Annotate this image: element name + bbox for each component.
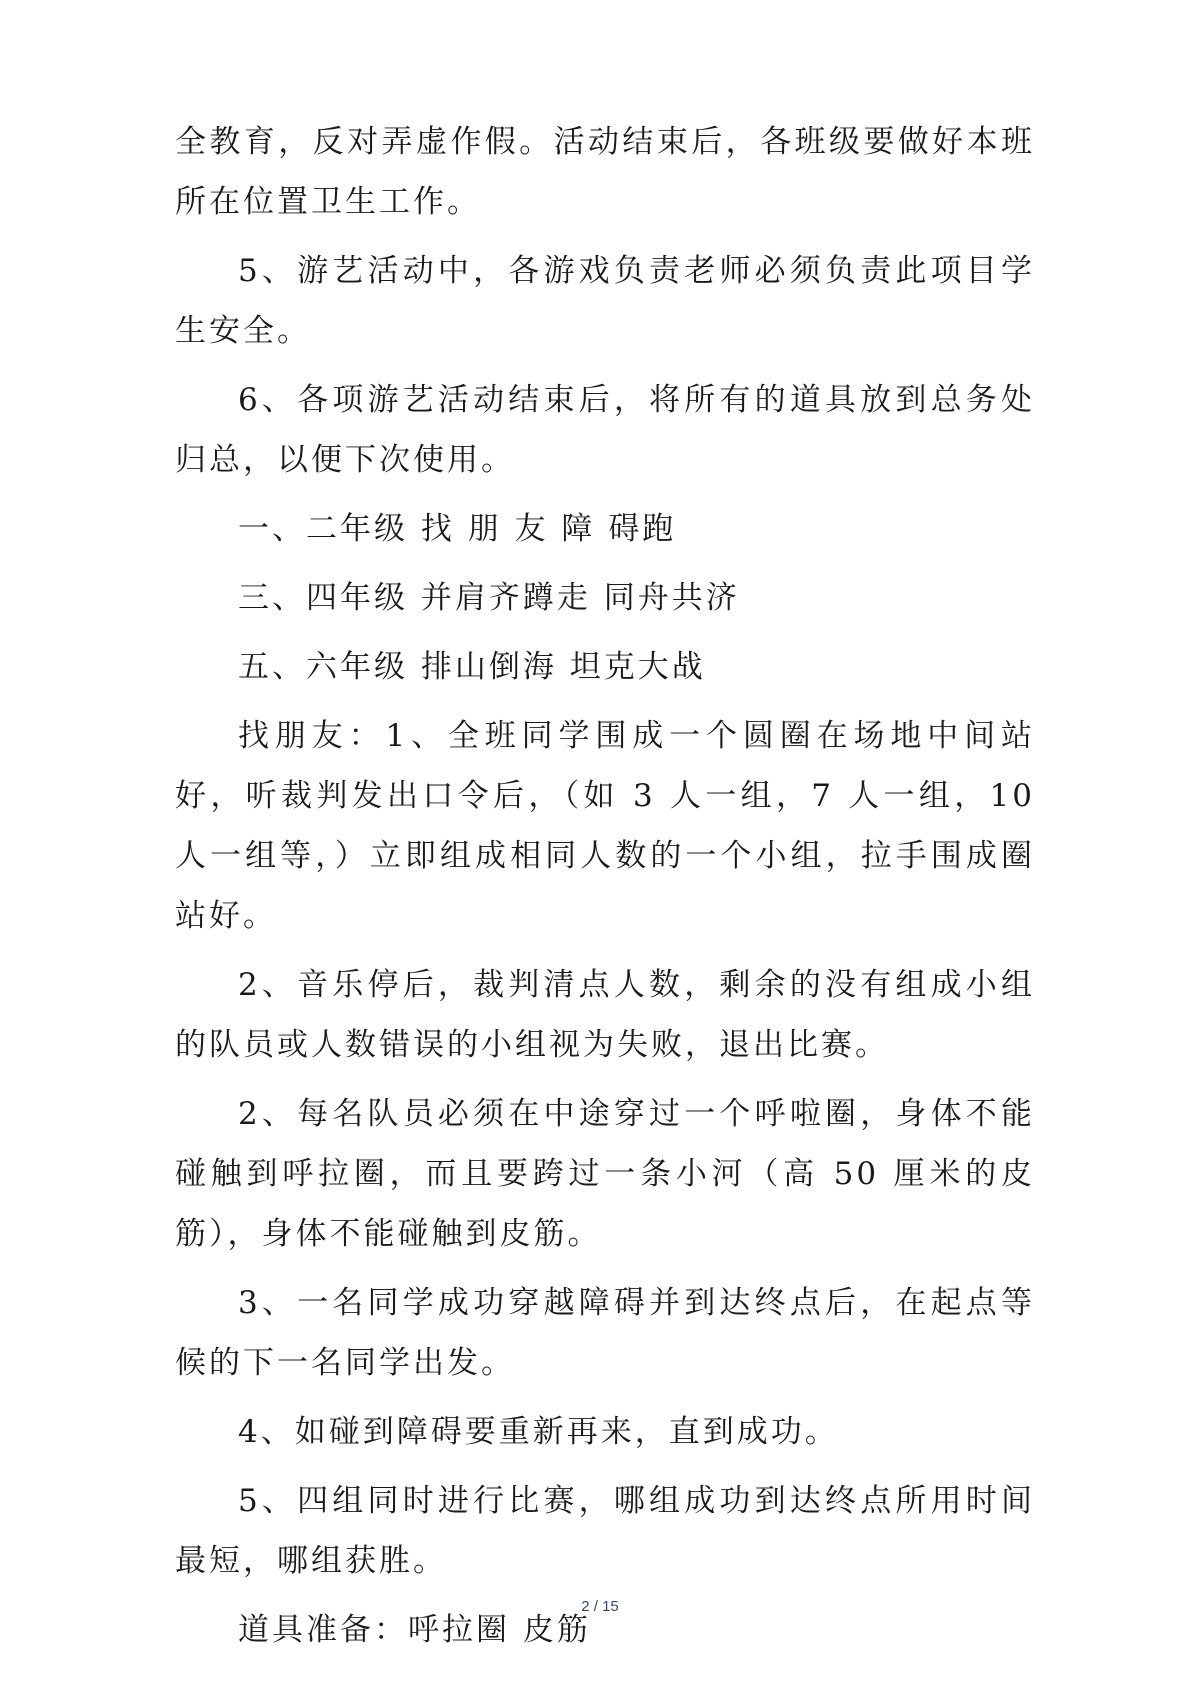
page-number: 2 / 15 <box>581 1598 619 1615</box>
body-text <box>175 112 1035 1669</box>
paragraph: 找朋友：1、全班同学围成一个圆圈在场地中间站好，听裁判发出口令后，（如 3 人一组，7 人一组，10 人一组等，）立即组成相同人数的一个小组，拉手围成圈站好。 <box>175 718 1035 934</box>
paragraph: 一、二年级 找 朋 友 障 碍跑 <box>238 511 677 547</box>
paragraph: 五、六年级 排山倒海 坦克大战 <box>238 649 706 685</box>
paragraph: 2、音乐停后，裁判清点人数，剩余的没有组成小组的队员或人数错误的小组视为失败，退出比赛。 <box>175 967 1035 1063</box>
paragraph: 6、各项游艺活动结束后，将所有的道具放到总务处归总，以便下次使用。 <box>175 382 1035 478</box>
paragraph: 三、四年级 并肩齐蹲走 同舟共济 <box>238 580 740 616</box>
paragraph: 2、每名队员必须在中途穿过一个呼啦圈，身体不能碰触到呼拉圈，而且要跨过一条小河（高 50 厘米的皮筋），身体不能碰触到皮筋。 <box>175 1096 1035 1252</box>
paragraph: 5、游艺活动中，各游戏负责老师必须负责此项目学生安全。 <box>175 253 1035 349</box>
paragraph: 4、如碰到障碍要重新再来，直到成功。 <box>238 1414 839 1450</box>
paragraph: 道具准备：呼拉圈 皮筋 <box>238 1612 591 1648</box>
paragraph: 3、一名同学成功穿越障碍并到达终点后，在起点等候的下一名同学出发。 <box>175 1285 1035 1381</box>
paragraph: 全教育，反对弄虚作假。活动结束后，各班级要做好本班所在位置卫生工作。 <box>175 124 1035 220</box>
paragraph: 5、四组同时进行比赛，哪组成功到达终点所用时间最短，哪组获胜。 <box>175 1483 1035 1579</box>
